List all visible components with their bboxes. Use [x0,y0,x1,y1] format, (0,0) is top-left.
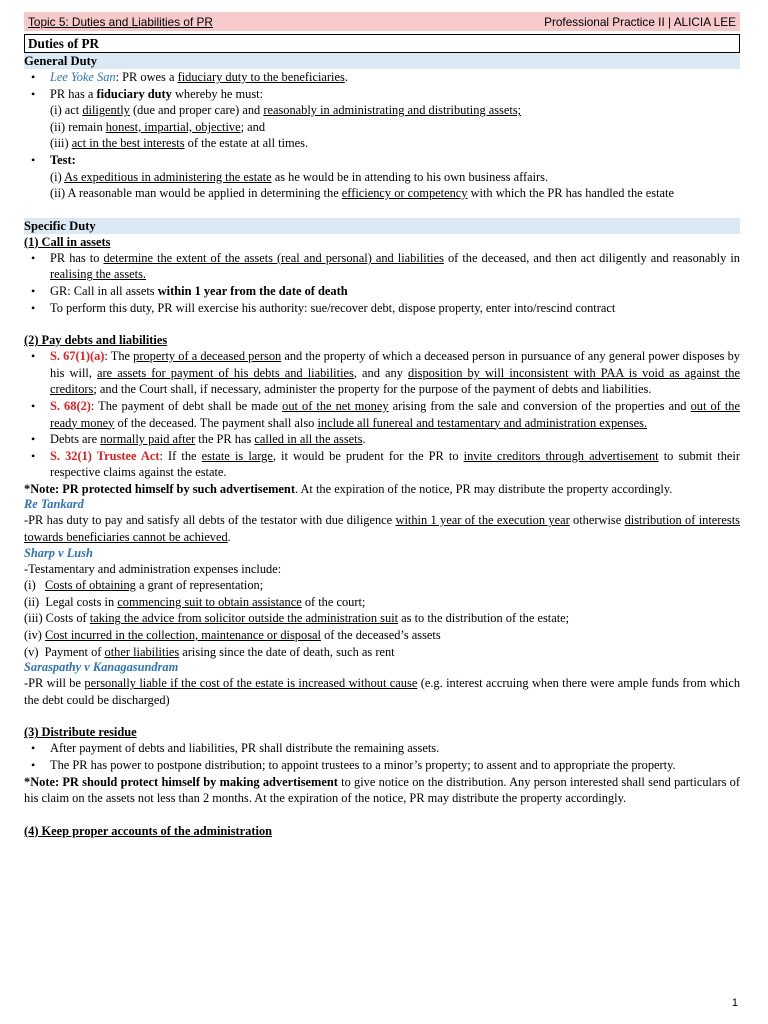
pay-debts-list [24,348,740,481]
expense-item: (iv) Cost incurred in the collection, maintenance or disposal of the deceased’s assets [24,628,441,643]
list-item: • To perform this duty, PR will exercise his authority: sue/recover debt, dispose property, enter into/rescind contract [50,300,740,317]
call-in-assets-heading: (1) Call in assets [24,234,111,249]
general-duty-list [24,69,740,202]
statute-ref: S. 67(1)(a) [50,349,105,364]
note-paragraph: *Note: PR should protect himself by making advertisement to give notice on the distribution. Any person interested shall send particulars of his claim on the assets not less than 2 months. At the expiration of the notice, PR may distribute the property accordingly. [24,774,741,806]
case-text: -Testamentary and administration expenses include: [24,561,282,576]
list-item: • PR has a fiduciary duty whereby he must: (i) act diligently (due and proper care) and reasonably in administrating and distributing assets; (ii) remain honest, impartial, objective; and (iii) act in the best interests of the estate at all times. [50,86,740,152]
expense-item: (i) Costs of obtaining a grant of representation; [24,578,264,593]
note-paragraph: *Note: PR protected himself by such advertisement. At the expiration of the notice, PR may distribute the property accordingly. [24,481,673,496]
list-item: • Test: (i) As expeditious in administering the estate as he would be in attending to his own business affairs. (ii) A reasonable man would be applied in determining the efficiency or competency with which the PR has handled the estate [50,152,740,202]
pay-debts-heading: (2) Pay debts and liabilities [24,333,168,348]
list-item: • The PR has power to postpone distribution; to appoint trustees to a minor’s property; to assent and to appropriate the property. [50,757,740,774]
list-item: • S. 32(1) Trustee Act: If the estate is large, it would be prudent for the PR to invite creditors through advertisement to submit their respective claims against the estate. [50,448,740,481]
course-title: Professional Practice II | ALICIA LEE [544,14,736,29]
list-item: • Lee Yoke San: PR owes a fiduciary duty to the beneficiaries. [50,69,740,86]
specific-duty-heading: Specific Duty [24,218,740,234]
list-item: • S. 67(1)(a): The property of a deceased person and the property of which a deceased person in pursuance of any general power disposes by his will, are assets for payment of his debts and liabilities, and any disposition by will inconsistent with PAA is void as against the creditors; and the Court shall, if necessary, administer the property for the purpose of the payment of debts and liabilities. [50,348,740,398]
case-heading-re-tankard: Re Tankard [24,497,84,512]
header-bar [24,12,740,31]
expense-item: (iii) Costs of taking the advice from solicitor outside the administration suit as to the distribution of the estate; [24,611,570,626]
list-item: • Debts are normally paid after the PR has called in all the assets. [50,431,740,448]
general-duty-heading: General Duty [24,53,740,69]
list-item: • PR has to determine the extent of the assets (real and personal) and liabilities of the deceased, and then act diligently and reasonably in realising the assets. [50,250,740,283]
page-number: 1 [731,997,738,1009]
call-in-assets-list [24,250,740,316]
case-name: Lee Yoke San [50,70,116,84]
list-item: • After payment of debts and liabilities, PR shall distribute the remaining assets. [50,740,740,757]
document-page [24,12,740,839]
distribute-residue-list [24,740,740,773]
case-text: -PR has duty to pay and satisfy all debts of the testator with due diligence within 1 year of the execution year otherwise distribution of interests towards beneficiaries cannot be achieved. [24,513,740,545]
distribute-residue-heading: (3) Distribute residue [24,725,137,740]
expense-item: (v) Payment of other liabilities arising since the date of death, such as rent [24,644,395,659]
keep-accounts-heading: (4) Keep proper accounts of the administration [24,823,273,838]
list-item: • GR: Call in all assets within 1 year from the date of death [50,283,740,300]
box-title: Duties of PR [24,34,740,53]
case-text: -PR will be personally liable if the cost of the estate is increased without cause (e.g. interest accruing when there were ample funds from which the debt could be discharged) [24,676,741,707]
list-item: • S. 68(2): The payment of debt shall be made out of the net money arising from the sale and conversion of the properties and out of the ready money of the deceased. The payment shall also include all funereal and testamentary and administration expenses. [50,398,740,431]
expense-item: (ii) Legal costs in commencing suit to obtain assistance of the court; [24,594,366,609]
case-heading-saraspathy: Saraspathy v Kanagasundram [24,660,179,675]
statute-ref: S. 32(1) Trustee Act [50,448,160,463]
case-heading-sharp-v-lush: Sharp v Lush [24,545,93,560]
statute-ref: S. 68(2) [50,398,91,413]
topic-title: Topic 5: Duties and Liabilities of PR [28,14,213,29]
